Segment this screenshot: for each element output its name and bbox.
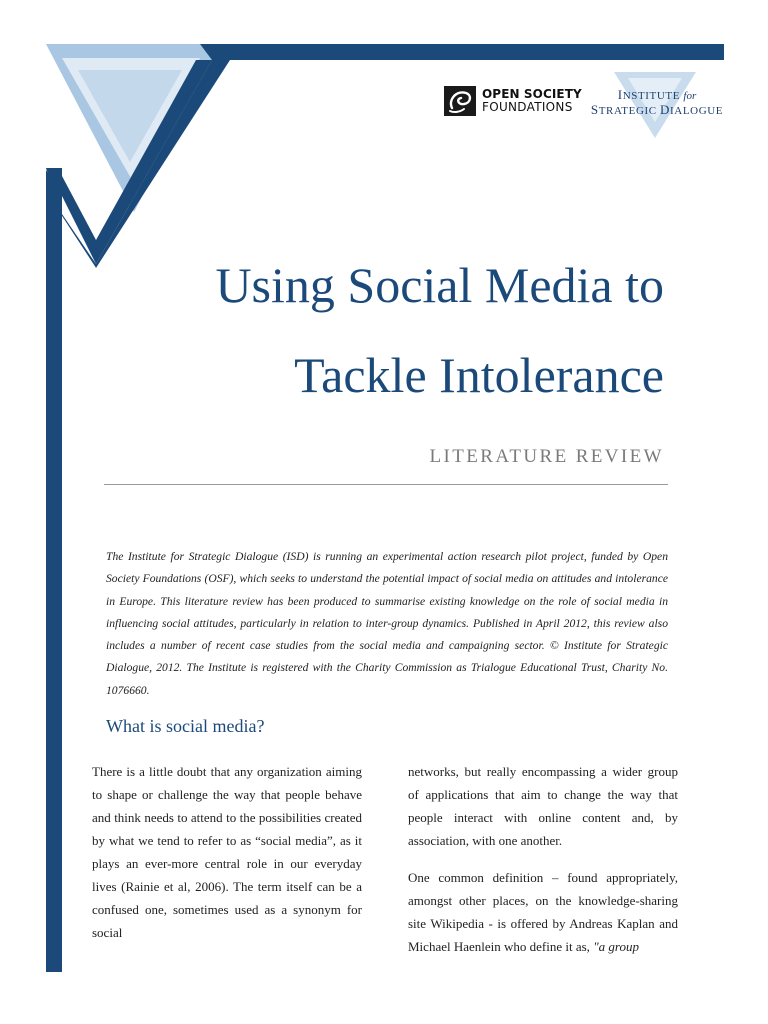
right-paragraph-2-quote: "a group [593, 939, 639, 954]
isd-word-dialogue: IALOGUE [670, 105, 724, 117]
abstract: The Institute for Strategic Dialogue (ISD) is running an experimental action research pilot project, funded by Open Society Foundations (OSF), which seeks to understand the potential impact of social media on attitudes and intolerance in Europe. This literature review has been produced to summarise existing knowledge on the role of social media in influencing social attitudes, particularly in relation to inter-group dynamics. Published in April 2012, this review also includes a number of recent case studies from the social media and campaigning sector. © Institute for Strategic Dialogue, 2012. The Institute is registered with the Charity Commission as Trialogue Educational Trust, Charity No. 1076660. [106, 550, 668, 697]
right-paragraph-1: networks, but really encompassing a wider group of applications that aim to change the way that people interact with online content and, by association, with one another. [408, 764, 678, 848]
isd-initial-d: D [660, 102, 671, 117]
osf-logo [444, 86, 582, 116]
right-paragraph-2 [408, 866, 678, 958]
left-paragraph-1: There is a little doubt that any organization aiming to shape or challenge the way that people behave and think needs to attend to the possibilities created by what we tend to refer to as “social media”, as it plays an ever-more central role in our everyday lives (Rainie et al, 2006). The term itself can be a confused one, sometimes used as a synonym for social [92, 764, 362, 940]
title-line-1: Using Social Media to [215, 257, 664, 313]
osf-mark-icon [444, 86, 476, 116]
isd-word-for: for [683, 90, 697, 102]
left-column [92, 760, 362, 958]
left-border [46, 170, 62, 972]
isd-word-institute: NSTITUTE [622, 90, 681, 102]
isd-initial-s: S [590, 102, 599, 117]
title-line-2: Tackle Intolerance [294, 347, 664, 403]
section-heading: What is social media? [106, 716, 265, 736]
isd-logo [586, 72, 726, 142]
isd-wordmark [588, 88, 726, 118]
right-paragraph-2-text: One common definition – found appropriately, amongst other places, on the knowledge-sharing site Wikipedia - is offered by Andreas Kaplan and Michael Haenlein who define it as, [408, 870, 678, 954]
osf-line2: FOUNDATIONS [482, 100, 573, 114]
osf-line1: OPEN SOCIETY [482, 87, 582, 101]
subtitle: LITERATURE REVIEW [429, 446, 664, 467]
isd-initial-i: I [617, 87, 623, 102]
osf-wordmark [482, 88, 582, 114]
right-column [408, 760, 678, 972]
divider-rule [104, 484, 668, 485]
isd-word-strategic: TRATEGIC [598, 105, 661, 117]
top-border [200, 44, 724, 60]
